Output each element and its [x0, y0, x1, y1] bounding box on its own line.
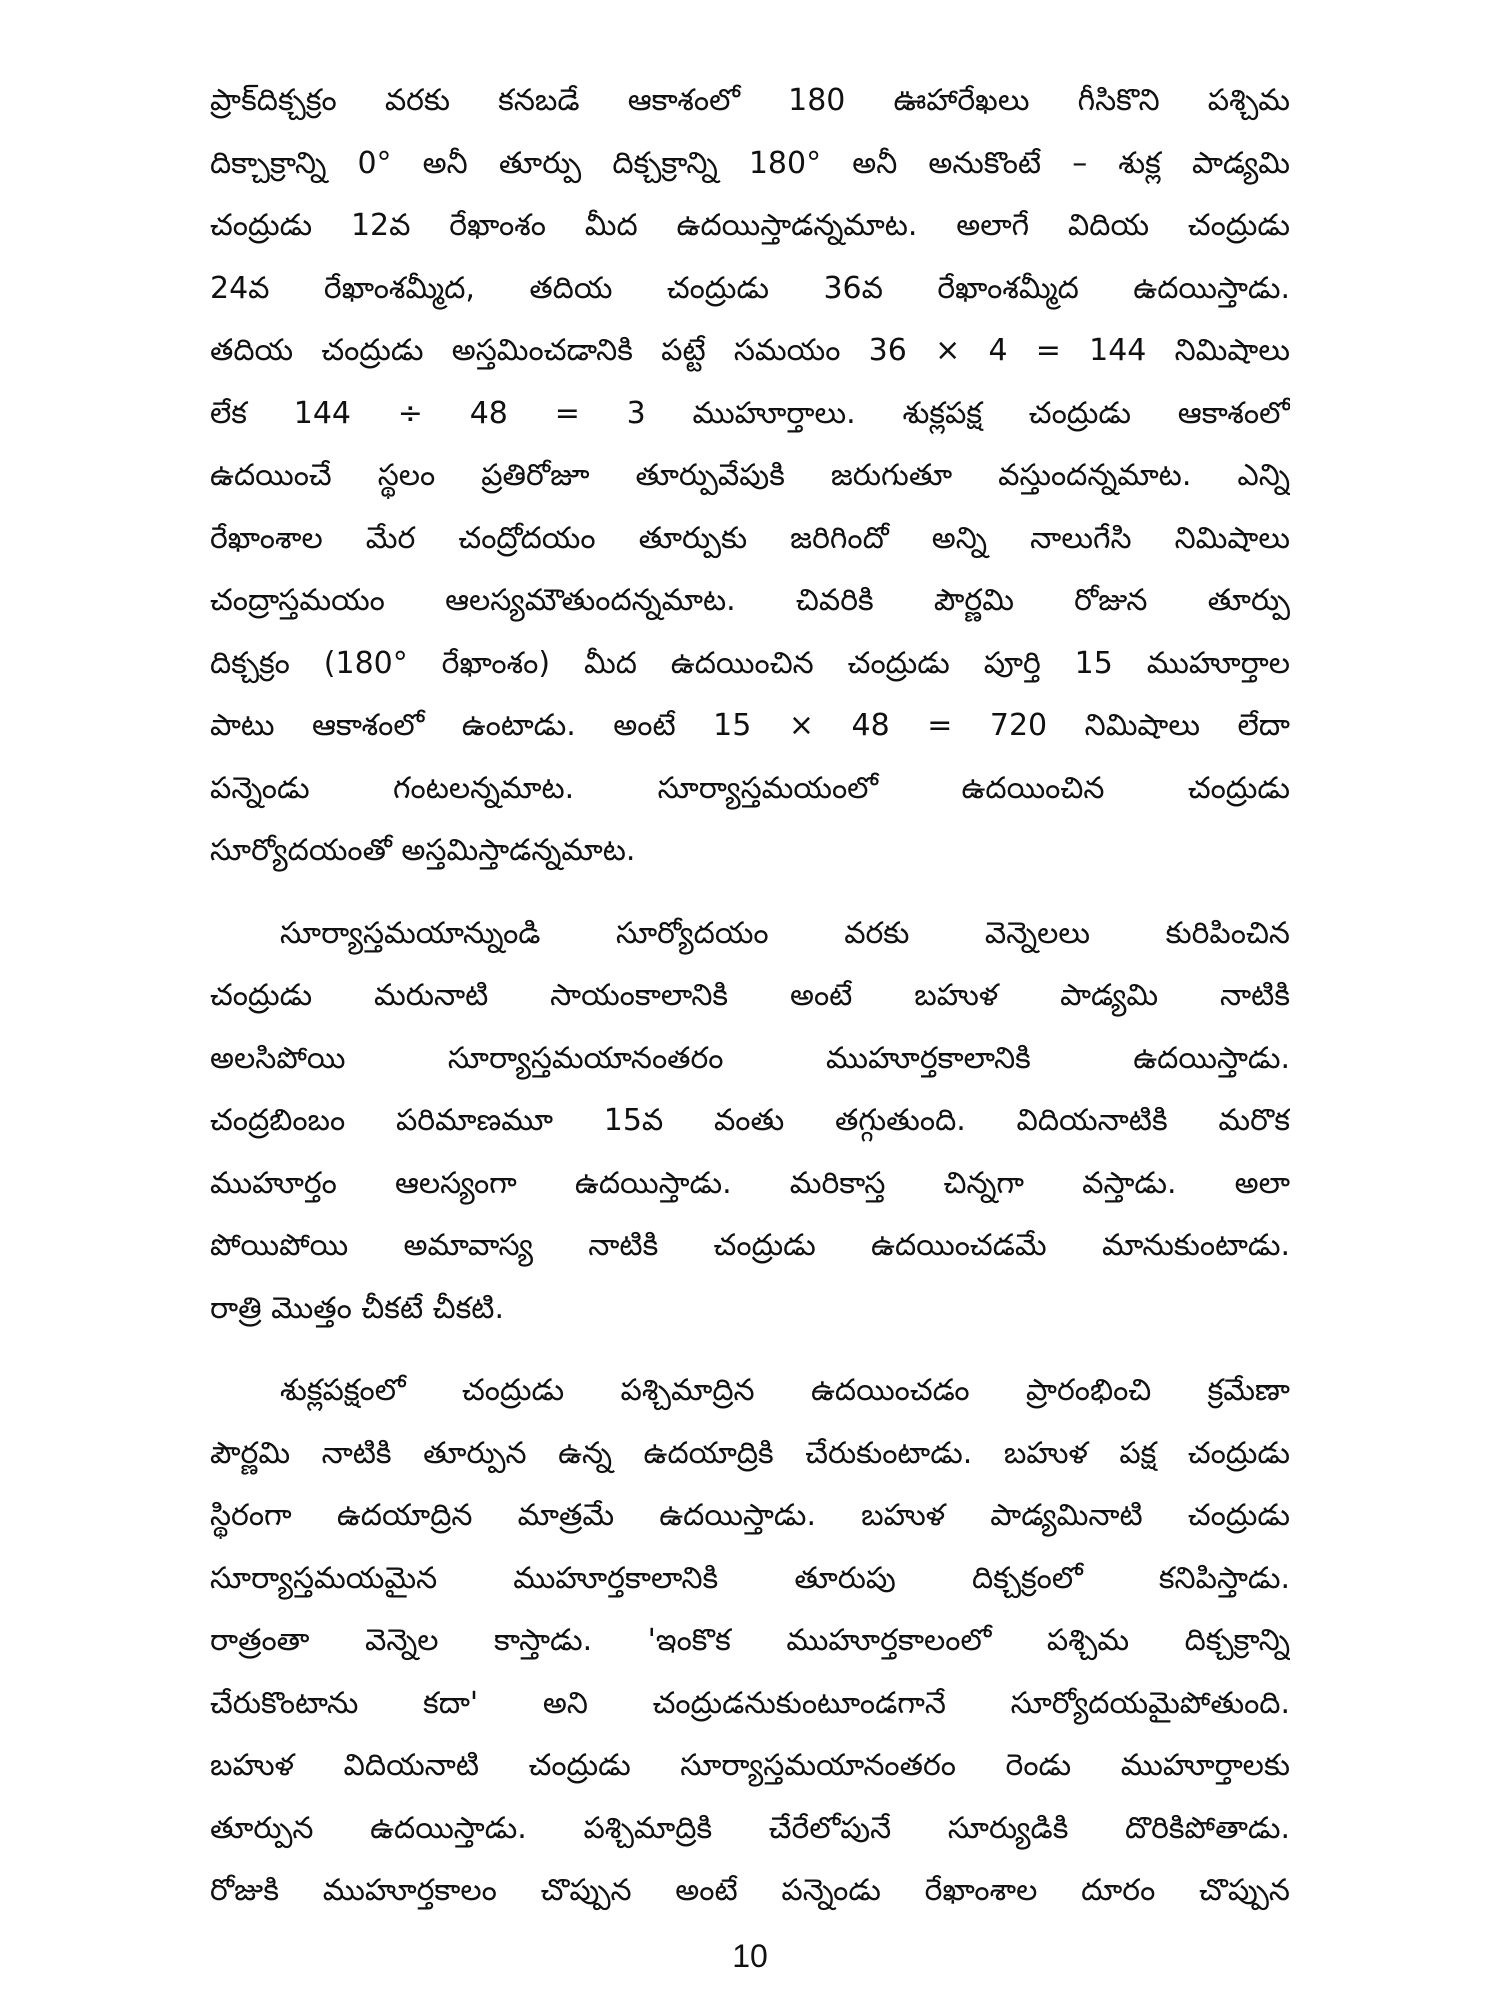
- text-line: సూర్యాస్తమయమైన ముహూర్తకాలానికి తూరుపు దిక్చక్రంలో కనిపిస్తాడు.: [210, 1560, 1290, 1596]
- text-line: శుక్లపక్షంలో చంద్రుడు పశ్చిమాద్రిన ఉదయించడం ప్రారంభించి క్రమేణా: [280, 1373, 1290, 1408]
- text-line: పోయిపోయి అమావాస్య నాటికి చంద్రుడు ఉదయించడమే మానుకుంటాడు.: [210, 1228, 1290, 1263]
- text-line: తదియ చంద్రుడు అస్తమించడానికి పట్టే సమయం 36 × 4 = 144 నిమిషాలు: [210, 333, 1290, 368]
- text-line: చంద్రబింబం పరిమాణమూ 15వ వంతు తగ్గుతుంది. విదియనాటికి మరొక: [210, 1103, 1290, 1138]
- text-line: చంద్రుడు మరునాటి సాయంకాలానికి అంటే బహుళ పాడ్యమి నాటికి: [210, 978, 1290, 1013]
- text-line: చేరుకొంటాను కదా' అని చంద్రుడనుకుంటూండగానే సూర్యోదయమైపోతుంది.: [210, 1685, 1290, 1721]
- text-line: దిక్చాక్రాన్ని 0° అనీ తూర్పు దిక్చక్రాన్ని 180° అనీ అనుకొంటే – శుక్ల పాడ్యమి: [210, 145, 1290, 181]
- page-number: 10: [732, 1938, 768, 1974]
- paragraph-1: [210, 70, 1290, 883]
- text-line: సూర్యాస్తమయాన్నుండి సూర్యోదయం వరకు వెన్నెలలు కురిపించిన: [280, 915, 1290, 951]
- text-line: రాత్రి మొత్తం చీకటే చీకటి.: [210, 1290, 504, 1326]
- text-line: చంద్రాస్తమయం ఆలస్యమౌతుందన్నమాట. చివరికి పౌర్ణమి రోజున తూర్పు: [210, 583, 1290, 618]
- text-line: లేక 144 ÷ 48 = 3 ముహూర్తాలు. శుక్లపక్ష చంద్రుడు ఆకాశంలో: [210, 395, 1290, 431]
- text-line: 24వ రేఖాంశమ్మీద, తదియ చంద్రుడు 36వ రేఖాంశమ్మీద ఉదయిస్తాడు.: [210, 270, 1290, 306]
- paragraph-3: [210, 1360, 1290, 1923]
- text-line: ముహూర్తం ఆలస్యంగా ఉదయిస్తాడు. మరికాస్త చిన్నగా వస్తాడు. అలా: [210, 1165, 1290, 1201]
- text-line: దిక్చక్రం (180° రేఖాంశం) మీద ఉదయించిన చంద్రుడు పూర్తి 15 ముహూర్తాల: [210, 645, 1290, 681]
- paragraph-2: [210, 903, 1290, 1341]
- text-line: చంద్రుడు 12వ రేఖాంశం మీద ఉదయిస్తాడన్నమాట. అలాగే విదియ చంద్రుడు: [210, 208, 1290, 243]
- text-line: ప్రాక్‌దిక్చక్రం వరకు కనబడే ఆకాశంలో 180 ఊహారేఖలు గీసికొని పశ్చిమ: [210, 83, 1290, 118]
- text-line: పాటు ఆకాశంలో ఉంటాడు. అంటే 15 × 48 = 720 నిమిషాలు లేదా: [210, 708, 1290, 743]
- text-line: రాత్రంతా వెన్నెల కాస్తాడు. 'ఇంకొక ముహూర్తకాలంలో పశ్చిమ దిక్చక్రాన్ని: [210, 1623, 1290, 1658]
- text-line: రోజుకి ముహూర్తకాలం చొప్పున అంటే పన్నెండు రేఖాంశాల దూరం చొప్పున: [210, 1873, 1290, 1908]
- text-line: పౌర్ణమి నాటికి తూర్పున ఉన్న ఉదయాద్రికి చేరుకుంటాడు. బహుళ పక్ష చంద్రుడు: [210, 1435, 1290, 1471]
- text-line: సూర్యోదయంతో అస్తమిస్తాడన్నమాట.: [210, 833, 636, 868]
- document-page: [210, 70, 1290, 1930]
- text-line: ఉదయించే స్థలం ప్రతిరోజూ తూర్పువేపుకి జరుగుతూ వస్తుందన్నమాట. ఎన్ని: [210, 458, 1290, 493]
- text-line: తూర్పున ఉదయిస్తాడు. పశ్చిమాద్రికి చేరేలోపునే సూర్యుడికి దొరికిపోతాడు.: [210, 1810, 1290, 1846]
- text-line: స్థిరంగా ఉదయాద్రిన మాత్రమే ఉదయిస్తాడు. బహుళ పాడ్యమినాటి చంద్రుడు: [210, 1498, 1290, 1533]
- text-line: పన్నెండు గంటలన్నమాట. సూర్యాస్తమయంలో ఉదయించిన చంద్రుడు: [210, 770, 1290, 806]
- text-line: అలసిపోయి సూర్యాస్తమయానంతరం ముహూర్తకాలానికి ఉదయిస్తాడు.: [210, 1040, 1290, 1076]
- text-line: బహుళ విదియనాటి చంద్రుడు సూర్యాస్తమయానంతరం రెండు ముహూర్తాలకు: [210, 1748, 1290, 1783]
- text-line: రేఖాంశాల మేర చంద్రోదయం తూర్పుకు జరిగిందో అన్ని నాలుగేసి నిమిషాలు: [210, 520, 1290, 556]
